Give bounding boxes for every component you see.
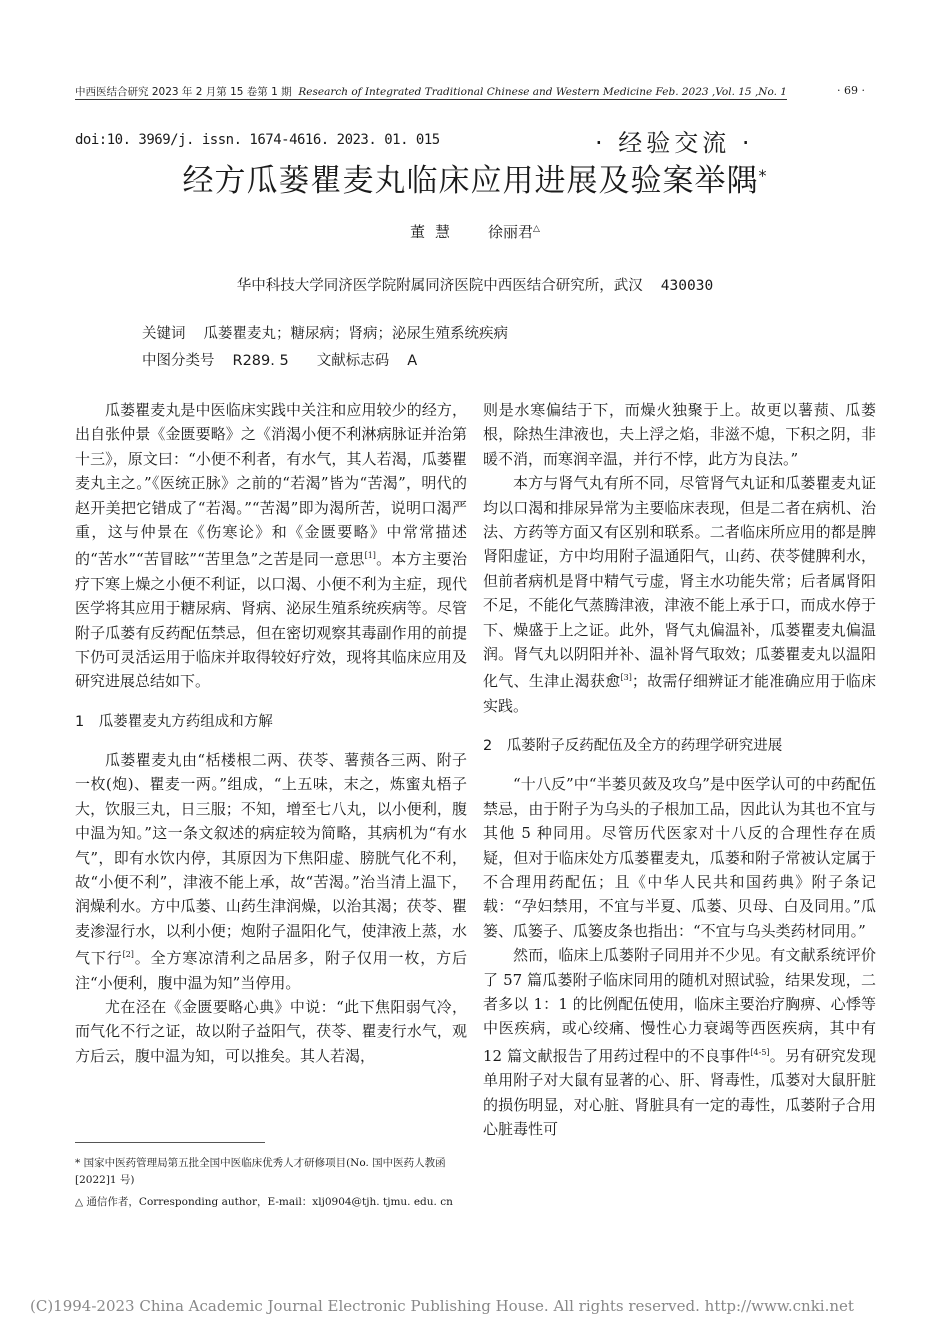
paragraph: 则是水寒偏结于下，而燥火独聚于上。故更以薯蓣、瓜蒌根，除热生津液也，夫上浮之焰，非滋不熄，下积之阴，非暖不消，而寒润辛温，并行不悖，此方为良法。” <box>483 401 876 468</box>
left-column <box>75 398 467 1068</box>
paragraph: 然而，临床上瓜蒌附子同用并不少见。有文献系统评价了 57 篇瓜蒌附子临床同用的随机对照试验，结果发现，二者多以 1：1 的比例配伍使用，临床主要治疗胸痹、心悸等中医疾病，或心绞痛、慢性心力衰竭等西医疾病，其中有 12 篇文献报告了用药过程中的不良事件[4-5]。另有研究发现单用附子对大鼠有显著的心、肝、肾毒性，瓜蒌对大鼠肝脏的损伤明显，对心脏、肾脏具有一定的毒性，瓜蒌附子合用心脏毒性可 <box>483 946 876 1138</box>
classification <box>142 349 417 370</box>
title-footnote-mark: * <box>758 166 768 185</box>
paragraph: 尤在泾在《金匮要略心典》中说：“此下焦阳弱气冷，而气化不行之证，故以附子益阳气，茯苓、瞿麦行水气，观方后云，腹中温为知，可以推矣。其人若渴， <box>75 997 467 1065</box>
citation: [3] <box>620 673 632 683</box>
header-rule <box>75 99 787 100</box>
issue-en: Feb. 2023 ,Vol. 15 ,No. 1 <box>655 86 787 98</box>
authors <box>0 221 950 242</box>
affiliation <box>0 274 950 295</box>
citation: [2] <box>122 950 134 960</box>
fund-footnote: * 国家中医药管理局第五批全国中医临床优秀人才研修项目(No. 国中医药人教函[2022]1 号) <box>75 1157 446 1186</box>
footnotes <box>75 1155 467 1216</box>
title-text: 经方瓜蒌瞿麦丸临床应用进展及验案举隅 <box>182 163 759 199</box>
section-heading-2: 2 瓜蒌附子反药配伍及全方的药理学研究进展 <box>483 738 783 755</box>
paper-title <box>0 155 950 200</box>
journal-name-cn: 中西医结合研究 <box>75 86 149 98</box>
paragraph: 瓜蒌瞿麦丸由“栝楼根二两、茯苓、薯蓣各三两、附子一枚(炮)、瞿麦一两。”组成，“上五味，末之，炼蜜丸梧子大，饮服三丸，日三服；不知，增至七八丸，以小便利，腹中温为知。”这一条文叙述的病症较为简略，其病机为“有水气”，即有水饮内停，其原因为下焦阳虚、膀胱气化不利，故“小便不利”，津液不能上承，故“苦渴。”治当清上温下，润燥利水。方中瓜蒌、山药生津润燥，以治其渴；茯苓、瞿麦渗湿行水，以利小便；炮附子温阳化气，使津液上蒸，水气下行[2]。全方寒凉清利之品居多，附子仅用一枚，方后注“小便利，腹中温为知”当停用。 <box>75 750 467 992</box>
affiliation-text: 华中科技大学同济医学院附属同济医院中西医结合研究所，武汉 <box>236 278 643 294</box>
right-column <box>483 398 876 1141</box>
issue-cn: 2023 年 2 月第 15 卷第 1 期 <box>151 86 292 98</box>
column-tag: · 经验交流 · <box>595 129 754 157</box>
footnote-rule <box>75 1142 265 1143</box>
paragraph: “十八反”中“半蒌贝蔹及攻乌”是中医学认可的中药配伍禁忌，由于附子为乌头的子根加工品，因此认为其也不宜与其他 5 种同用。尽管历代医家对十八反的合理性存在质疑，但对于临床处方瓜蒌瞿麦丸，瓜蒌和附子常被认定属于不合理用药配伍；且《中华人民共和国药典》附子条记载：“孕妇禁用，不宜与半夏、瓜蒌、贝母、白及同用。”瓜篓、瓜篓子、瓜篓皮条也指出：“不宜与乌头类药材同用。” <box>483 775 876 940</box>
journal-name-en: Research of Integrated Traditional Chinese and Western Medicine <box>298 86 653 98</box>
author-1: 董慧 <box>410 223 461 241</box>
corresponding-mark: △ <box>533 224 540 234</box>
keywords <box>142 322 508 343</box>
clc-value: R289. 5 <box>232 353 289 369</box>
zip-code: 430030 <box>660 278 714 294</box>
doc-code-label: 文献标志码 <box>316 353 390 369</box>
citation: [1] <box>364 551 376 561</box>
author-2: 徐丽君 <box>488 223 534 241</box>
copyright-watermark: (C)1994-2023 China Academic Journal Electronic Publishing House. All rights reserved. http://www.cnki.net <box>30 1297 854 1315</box>
clc-label: 中图分类号 <box>142 353 215 369</box>
citation: [4-5] <box>750 1047 770 1057</box>
section-heading-1: 1 瓜蒌瞿麦丸方药组成和方解 <box>75 713 273 730</box>
corresponding-footnote: △ 通信作者，Corresponding author，E-mail：xlj0904@tjh. tjmu. edu. cn <box>75 1196 453 1208</box>
keywords-label: 关键词 <box>142 326 186 342</box>
keywords-value: 瓜蒌瞿麦丸；糖尿病；肾病；泌尿生殖系统疾病 <box>203 326 508 342</box>
doc-code-value: A <box>407 353 418 369</box>
doi: doi:10. 3969/j. issn. 1674-4616. 2023. 01. 015 <box>75 132 440 148</box>
paragraph: 本方与肾气丸有所不同，尽管肾气丸证和瓜蒌瞿麦丸证均以口渴和排尿异常为主要临床表现，但是二者在病机、治法、方药等方面又有区别和联系。二者临床所应用的都是脾肾阳虚证，方中均用附子温通阳气，山药、茯苓健脾利水，但前者病机是肾中精气亏虚，肾主水功能失常；后者属肾阳不足，不能化气蒸腾津液，津液不能上承于口，而成水停于下、燥盛于上之证。此外，肾气丸偏温补，瓜蒌瞿麦丸偏温润。肾气丸以阴阳并补、温补肾气取效；瓜蒌瞿麦丸以温阳化气、生津止渴获愈[3]；故需仔细辨证才能准确应用于临床实践。 <box>483 474 876 715</box>
running-header <box>75 84 865 100</box>
page-number: · 69 · <box>837 84 865 97</box>
paragraph: 瓜蒌瞿麦丸是中医临床实践中关注和应用较少的经方，出自张仲景《金匮要略》之《消渴小便不利淋病脉证并治第十三》，原文曰：“小便不利者，有水气，其人若渴，瓜蒌瞿麦丸主之。”《医统正脉》之前的“若渴”皆为“苦渴”，明代的赵开美把它错成了“若渴。”“苦渴”即为渴所苦，说明口渴严重，这与仲景在《伤寒论》和《金匮要略》中常常描述的“苦水”“苦冒眩”“苦里急”之苦是同一意思[1]。本方主要治疗下寒上燥之小便不利证，以口渴、小便不利为主症，现代医学将其应用于糖尿病、肾病、泌尿生殖系统疾病等。尽管附子瓜蒌有反药配伍禁忌，但在密切观察其毒副作用的前提下仍可灵活运用于临床并取得较好疗效，现将其临床应用及研究进展总结如下。 <box>75 401 467 691</box>
